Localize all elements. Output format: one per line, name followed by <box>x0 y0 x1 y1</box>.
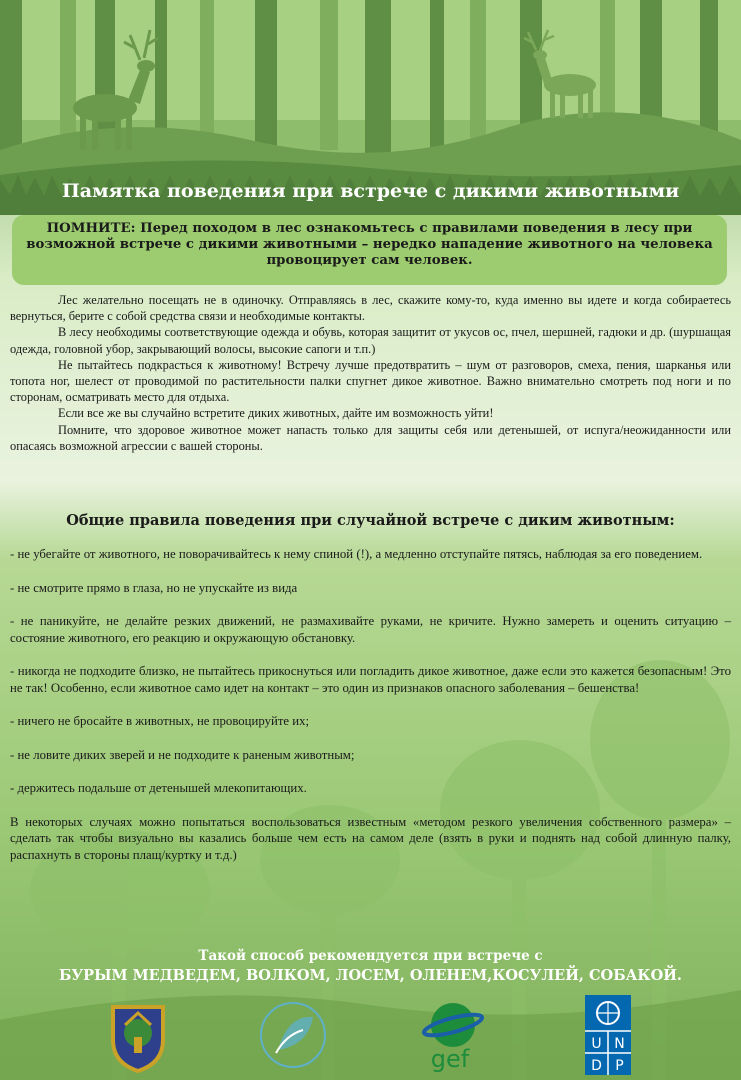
recommendation-line: Такой способ рекомендуется при встрече с <box>198 948 543 964</box>
rule-item: В некоторых случаях можно попытаться воспользоваться известным «методом резкого увеличения собственного размера» – сделать так чтобы визуально вы казались больше чем есть на самом деле (взять в руки и поднять над собой длинную палку, распахнуть в стороны плащ/куртку и т.д.) <box>10 814 731 862</box>
intro-paragraph: Лес желательно посещать не в одиночку. Отправляясь в лес, скажите кому-то, куда именно вы идете и когда собираетесь вернуться, берите с собой средства связи и необходимые контакты. <box>10 293 731 324</box>
rule-item: - никогда не подходите близко, не пытайтесь прикоснуться или погладить дикое животное, даже если это кажется безопасным! Это не так! Особенно, если животное само идет на контакт – это один из признаков опасного заболевания – бешенства! <box>10 664 731 695</box>
partner-logos <box>0 995 741 1080</box>
intro-paragraph: В лесу необходимы соответствующие одежда и обувь, которая защитит от укусов ос, пчел, шершней, гадюки и др. (шуршащая одежда, головной убор, закрывающий волосы, высокие сапоги и т.п.) <box>10 325 731 356</box>
rule-item: - не смотрите прямо в глаза, но не упускайте из вида <box>10 580 298 595</box>
intro-paragraph: Помните, что здоровое животное может напасть только для защиты себя или детенышей, от испуга/неожиданности или опасаясь возможной агрессии с вашей стороны. <box>10 422 731 453</box>
intro-paragraph: Не пытайтесь подкрасться к животному! Встречу лучше предотвратить – шум от разговоров, смеха, пения, шарканья или топота ног, шелест от проводимой по растительности палки спугнет дикое животное. Важно внимательно смотреть под ноги и по сторонам, осматривать место для отдыха. <box>10 357 731 405</box>
intro-paragraph: Если все же вы случайно встретите диких животных, дайте им возможность уйти! <box>58 406 494 421</box>
gef-logo <box>415 995 485 1075</box>
undp-letter: D <box>591 1058 602 1074</box>
intro-text <box>10 292 731 454</box>
rules-heading: Общие правила поведения при случайной встрече с диким животным: <box>66 512 675 529</box>
rule-item: - не ловите диких зверей и не подходите к раненым животным; <box>10 747 355 762</box>
emblem-logo <box>103 995 173 1075</box>
animals-list: БУРЫМ МЕДВЕДЕМ, ВОЛКОМ, ЛОСЕМ, ОЛЕНЕМ,КОСУЛЕЙ, СОБАКОЙ. <box>59 967 682 984</box>
rule-item: - ничего не бросайте в животных, не провоцируйте их; <box>10 714 310 728</box>
rule-item: - не убегайте от животного, не поворачивайтесь к нему спиной (!), а медленно отступайте пятясь, наблюдая за его поведением. <box>10 547 703 561</box>
undp-letter: P <box>615 1058 624 1074</box>
page-title: Памятка поведения при встрече с дикими животными <box>61 180 680 202</box>
leaf-circle-logo <box>258 995 328 1075</box>
undp-letter: U <box>591 1036 602 1052</box>
undp-logo <box>585 995 631 1075</box>
undp-letter: N <box>614 1036 625 1052</box>
rules-list <box>10 546 731 880</box>
remember-notice: ПОМНИТЕ: Перед походом в лес ознакомьтесь с правилами поведения в лесу при возможной встрече с дикими животными – нередко нападение животного на человека провоцирует сам человек. <box>12 215 727 285</box>
rule-item: - держитесь подальше от детенышей млекопитающих. <box>10 781 307 795</box>
gef-logo-text: gef <box>430 1045 470 1073</box>
rule-item: - не паникуйте, не делайте резких движений, не размахивайте руками, не кричите. Нужно замереть и оценить ситуацию – состояние животного, его реакцию и окружающую обстановку. <box>10 614 731 645</box>
recommendation-block <box>0 946 741 986</box>
